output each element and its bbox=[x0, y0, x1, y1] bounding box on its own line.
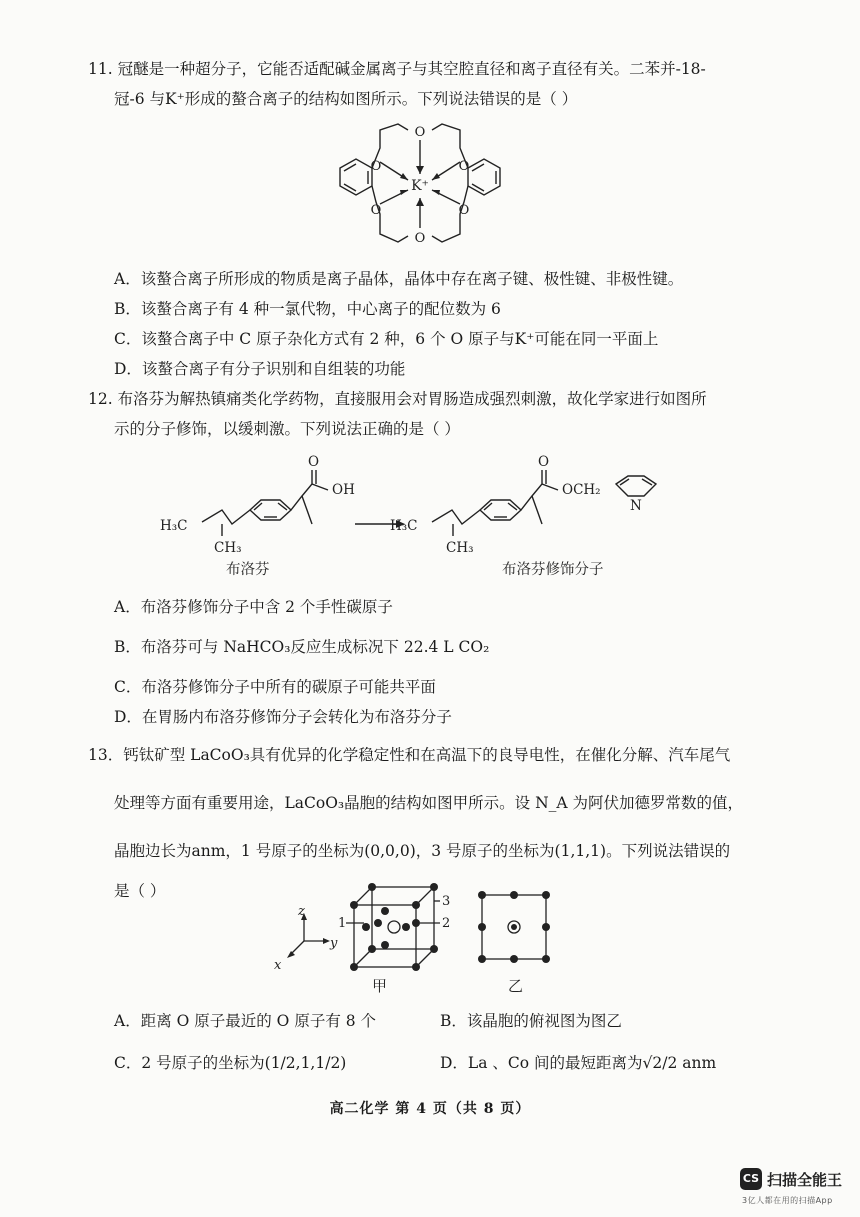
page-footer: 高二化学 第 4 页（共 8 页） bbox=[329, 1101, 531, 1117]
pyridine-n: N bbox=[630, 498, 642, 514]
q13-stem-line2: 处理等方面有重要用途，LaCoO₃晶胞的结构如图甲所示。设 N_A 为阿伏加德罗常数的值， bbox=[114, 794, 744, 812]
q12-option-a: A．布洛芬修饰分子中含 2 个手性碳原子 bbox=[114, 598, 393, 616]
q13-stem-line1: 13．钙钛矿型 LaCoO₃具有优异的化学稳定性和在高温下的良导电性，在催化分解、汽车尾气 bbox=[88, 746, 731, 764]
q11-option-c: C．该螯合离子中 C 原子杂化方式有 2 种，6 个 O 原子与K⁺可能在同一平面上 bbox=[114, 330, 659, 348]
q11-stem-line2: 冠-6 与K⁺形成的螯合离子的结构如图所示。下列说法错误的是（ ） bbox=[114, 90, 578, 108]
atom-3-label: 3 bbox=[442, 894, 451, 909]
q12-stem-line2: 示的分子修饰，以缓刺激。下列说法正确的是（ ） bbox=[114, 420, 460, 438]
atom-2-label: 2 bbox=[442, 916, 451, 931]
axis-x-label: x bbox=[274, 958, 282, 973]
cs-logo-icon: CS bbox=[740, 1168, 762, 1190]
q12-option-b: B．布洛芬可与 NaHCO₃反应生成标况下 22.4 L CO₂ bbox=[114, 638, 490, 656]
q13-option-a: A．距离 O 原子最近的 O 原子有 8 个 bbox=[114, 1012, 377, 1030]
crystal-cell-figure bbox=[270, 875, 580, 1000]
atom-1-label: 1 bbox=[338, 916, 347, 931]
axis-y-label: y bbox=[330, 936, 338, 951]
ibuprofen-ch3: CH₃ bbox=[214, 540, 242, 556]
q12-option-d: D．在胃肠内布洛芬修饰分子会转化为布洛芬分子 bbox=[114, 708, 452, 726]
figure-jia-label: 甲 bbox=[372, 977, 388, 995]
brand-tagline: 3亿人都在用的扫描App bbox=[742, 1196, 833, 1205]
ibuprofen-h3c: H₃C bbox=[160, 518, 188, 534]
modified-och2: OCH₂ bbox=[562, 482, 601, 498]
crown-o-upper-right: O bbox=[458, 159, 470, 174]
ibuprofen-o: O bbox=[308, 454, 320, 470]
q13-option-b: B．该晶胞的俯视图为图乙 bbox=[440, 1012, 622, 1030]
q12-stem-line1: 12. 布洛芬为解热镇痛类化学药物，直接服用会对胃肠造成强烈刺激，故化学家进行如图所 bbox=[88, 390, 707, 408]
potassium-ion-label: K⁺ bbox=[411, 178, 429, 194]
q13-option-c: C．2 号原子的坐标为(1/2,1,1/2) bbox=[114, 1054, 347, 1072]
brand-name: 扫描全能王 bbox=[767, 1171, 843, 1189]
q11-stem-line1: 11. 冠醚是一种超分子，它能否适配碱金属离子与其空腔直径和离子直径有关。二苯并-18- bbox=[88, 60, 706, 78]
q11-option-d: D．该螯合离子有分子识别和自组装的功能 bbox=[114, 360, 406, 378]
crown-o-lower-left: O bbox=[370, 203, 382, 218]
crown-o-top: O bbox=[414, 125, 426, 140]
ibuprofen-oh: OH bbox=[332, 482, 355, 498]
modified-o: O bbox=[538, 454, 550, 470]
q13-stem-line4: 是（ ） bbox=[114, 882, 166, 900]
scanner-watermark bbox=[740, 1168, 852, 1208]
q11-option-a: A．该螯合离子所形成的物质是离子晶体，晶体中存在离子键、极性键、非极性键。 bbox=[114, 270, 684, 288]
crown-ether-figure bbox=[300, 118, 540, 258]
figure-yi-label: 乙 bbox=[508, 977, 524, 995]
modified-name: 布洛芬修饰分子 bbox=[502, 562, 604, 578]
ibuprofen-name: 布洛芬 bbox=[226, 562, 270, 578]
axis-z-label: z bbox=[298, 904, 305, 919]
crown-o-upper-left: O bbox=[370, 159, 382, 174]
crown-o-bottom: O bbox=[414, 231, 426, 246]
q13-stem-line3: 晶胞边长为anm，1 号原子的坐标为(0,0,0)，3 号原子的坐标为(1,1,1)。下列说法错误的 bbox=[114, 842, 731, 860]
q13-option-d: D．La 、Co 间的最短距离为√2/2 anm bbox=[440, 1054, 717, 1072]
q11-option-b: B．该螯合离子有 4 种一氯代物，中心离子的配位数为 6 bbox=[114, 300, 501, 318]
crown-o-lower-right: O bbox=[458, 203, 470, 218]
ibuprofen-figure bbox=[150, 452, 710, 587]
modified-h3c: H₃C bbox=[390, 518, 418, 534]
q12-option-c: C．布洛芬修饰分子中所有的碳原子可能共平面 bbox=[114, 678, 436, 696]
modified-ch3: CH₃ bbox=[446, 540, 474, 556]
